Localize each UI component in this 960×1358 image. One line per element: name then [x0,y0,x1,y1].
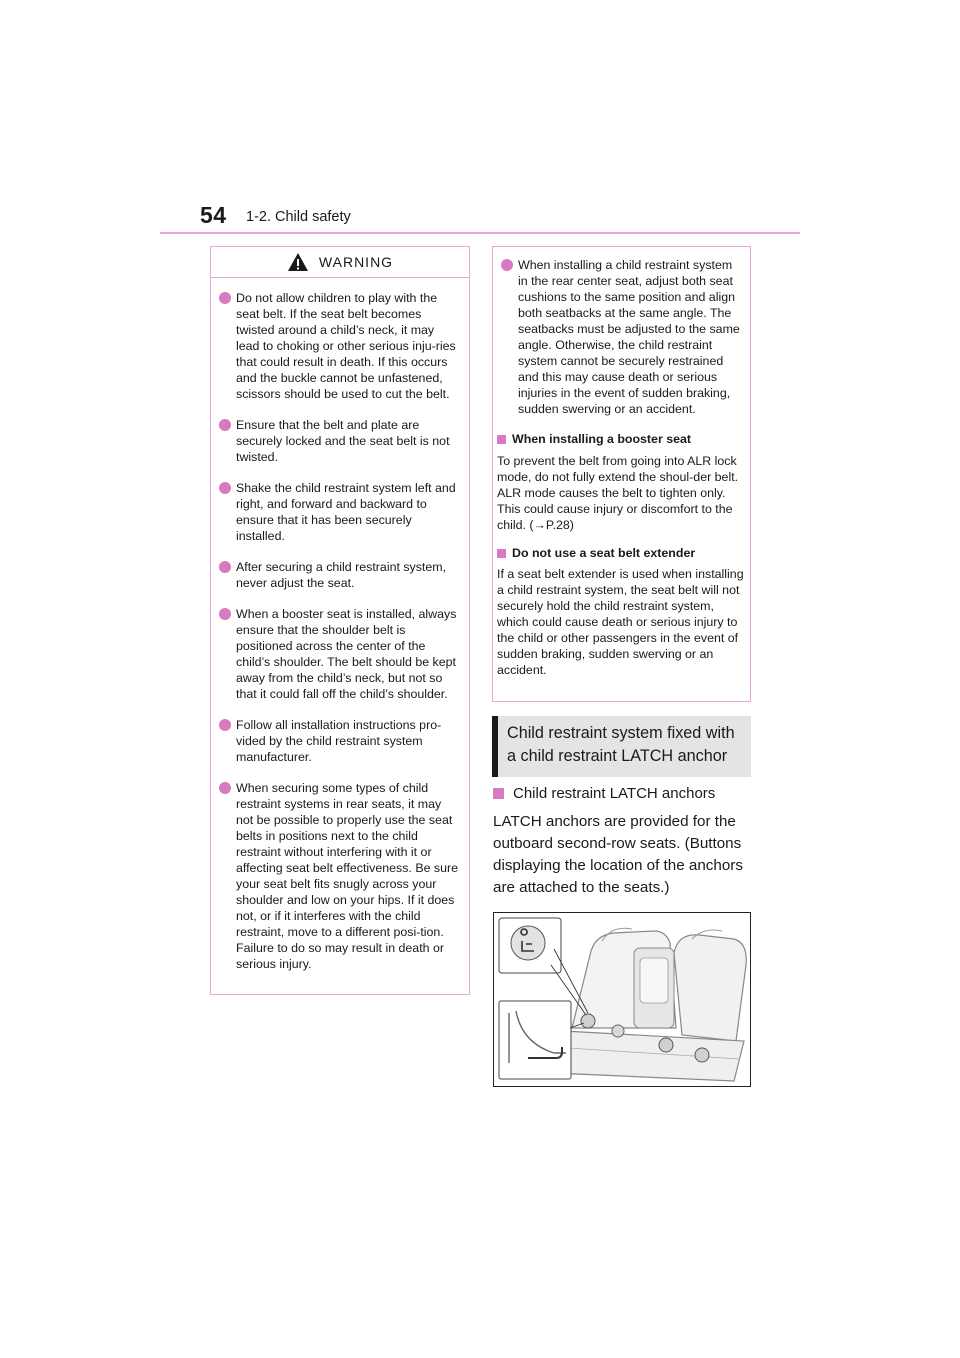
page-number: 54 [200,202,227,228]
square-bullet-icon [497,549,506,558]
belt-extender-heading [497,545,745,561]
bullet-icon [219,561,231,573]
warning-item [219,417,460,465]
warning-item [501,257,741,417]
warning-item-text: When a booster seat is installed, always ensure that the shoulder belt is positioned across the center of the child’s shoulder. The belt should be kept away from the child’s neck, but not so that it could fall off the child’s shoulder. [236,607,457,701]
bullet-icon [219,419,231,431]
warning-item [219,717,460,765]
bullet-icon [219,482,231,494]
warning-item-text: When securing some types of child restraint systems in rear seats, it may not be possible to properly use the seat belts in positions next to the child restraint without interfering with it or affecting seat belt effectiveness. Be sure your seat belt fits snugly across your shoulder and low on your hips. If it does not, or if it interferes with the child restraint, move to a different posi-tion. Failure to do so may result in death or serious injury. [236,781,459,971]
booster-seat-note [493,431,750,533]
latch-section-heading [492,716,751,777]
warning-item-text: Follow all installation instructions pro-vided by the child restraint system manufacturer. [236,718,442,764]
warning-item [219,606,460,702]
square-bullet-icon [493,788,504,799]
header-rule [160,232,800,234]
bullet-icon [219,782,231,794]
booster-seat-body: To prevent the belt from going into ALR lock mode, do not fully extend the shoul-der belt. ALR mode causes the belt to tighten only. This could cause injury or discomfort to the child. (→P.28) [497,454,739,532]
bullet-icon [219,292,231,304]
belt-extender-note [493,545,750,678]
latch-anchors-subheading [493,785,715,802]
latch-anchors-body: LATCH anchors are provided for the outboard second-row seats. (Buttons displaying the location of the anchors are attached to the seats.) [493,813,743,896]
warning-item-text: Do not allow children to play with the seat belt. If the seat belt becomes twisted around a child’s neck, it may lead to choking or other serious inju-ries that could result in death. If this occurs and the buckle cannot be unfastened, scissors should be used to cut the belt. [236,291,456,401]
rear-seat-illustration [493,912,751,1087]
latch-section-heading-text: Child restraint system fixed with a child restraint LATCH anchor [507,724,735,765]
warning-list [211,278,469,972]
warning-title: WARNING [318,254,394,270]
warning-triangle-icon [287,252,309,272]
warning-item-text: Shake the child restraint system left and right, and forward and backward to ensure that it has been securely installed. [236,481,456,543]
booster-seat-heading-text: When installing a booster seat [512,432,692,446]
bullet-icon [219,719,231,731]
warning-item-text: After securing a child restraint system, never adjust the seat. [236,560,447,590]
warning-item [219,290,460,402]
warning-box [210,246,470,995]
rear-seat-drawing [494,913,750,1086]
bullet-icon [501,259,513,271]
square-bullet-icon [497,435,506,444]
warning-item-text: Ensure that the belt and plate are securely locked and the seat belt is not twisted. [236,418,450,464]
continued-list [493,247,750,417]
warning-header [211,247,469,278]
warning-item [219,780,460,972]
belt-extender-body: If a seat belt extender is used when installing a child restraint system, the seat belt will not securely hold the child restraint system, which could cause death or serious injury to the child or other passengers in the event of sudden braking, sudden swerving or an accident. [497,567,744,677]
bullet-icon [219,608,231,620]
latch-anchors-subheading-text: Child restraint LATCH anchors [513,785,716,802]
warning-continued-box [492,246,751,702]
booster-seat-heading [497,431,745,447]
warning-item-text: When installing a child restraint system in the rear center seat, adjust both seat cushions to the same position and align both seatbacks at the same angle. The seatbacks must be adjusted to the same angle. Otherwise, the child restraint system cannot be securely restrained and this may cause death or serious injuries in the event of sudden braking, sudden swerving or an accident. [518,258,740,416]
warning-item [219,480,460,544]
warning-item [219,559,460,591]
heading-bar [492,716,498,777]
belt-extender-heading-text: Do not use a seat belt extender [512,546,696,560]
section-title: 1-2. Child safety [246,209,351,225]
